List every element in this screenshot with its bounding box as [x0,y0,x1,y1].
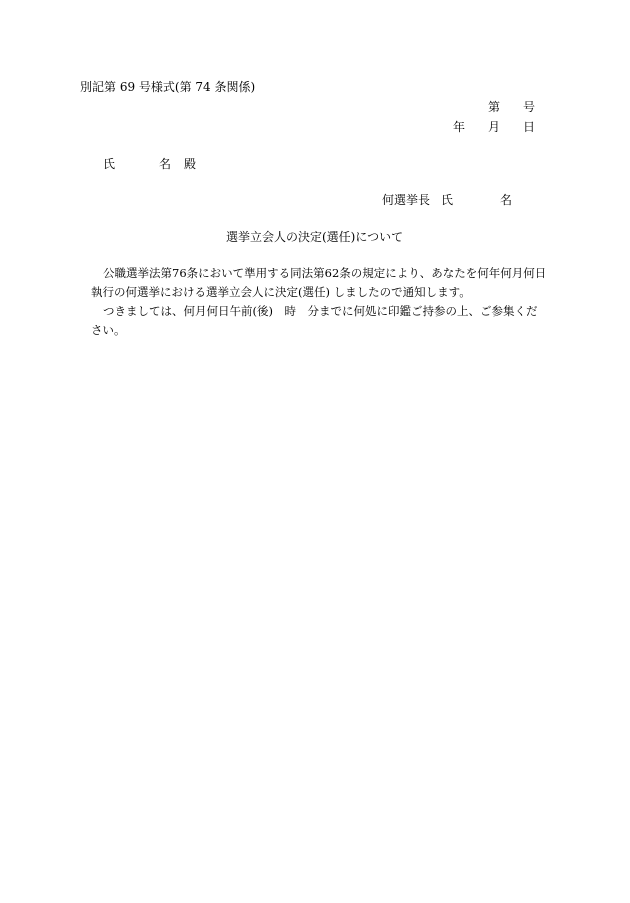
date-day: 日 [523,120,536,134]
body-line-1: 公職選挙法第76条において準用する同法第62条の規定により、あなたを何年何月何日 [103,266,547,280]
form-header: 別記第 69 号様式(第 74 条関係) [80,80,256,94]
date-year: 年 [453,120,466,134]
body-line-2: 執行の何選挙における選挙立会人に決定(選任) しましたので通知します。 [91,285,471,299]
addressee-surname-label: 氏 [103,157,116,171]
body-line-3: つきましては、何月何日午前(後) 時 分までに何処に印鑑ご持参の上、ご参集くだ [103,304,538,318]
body-line-4: さい。 [91,323,126,337]
date-month: 月 [488,120,501,134]
sender-surname-label: 氏 [441,193,454,207]
document-number-suffix: 号 [523,100,536,114]
sender-name-label: 名 [500,193,513,207]
document-number-label: 第 [488,100,501,114]
sender-title: 何選挙長 [382,193,431,207]
addressee-name-label: 名 [159,157,172,171]
addressee-honorific: 殿 [184,157,197,171]
document-title: 選挙立会人の決定(選任)について [226,230,404,244]
